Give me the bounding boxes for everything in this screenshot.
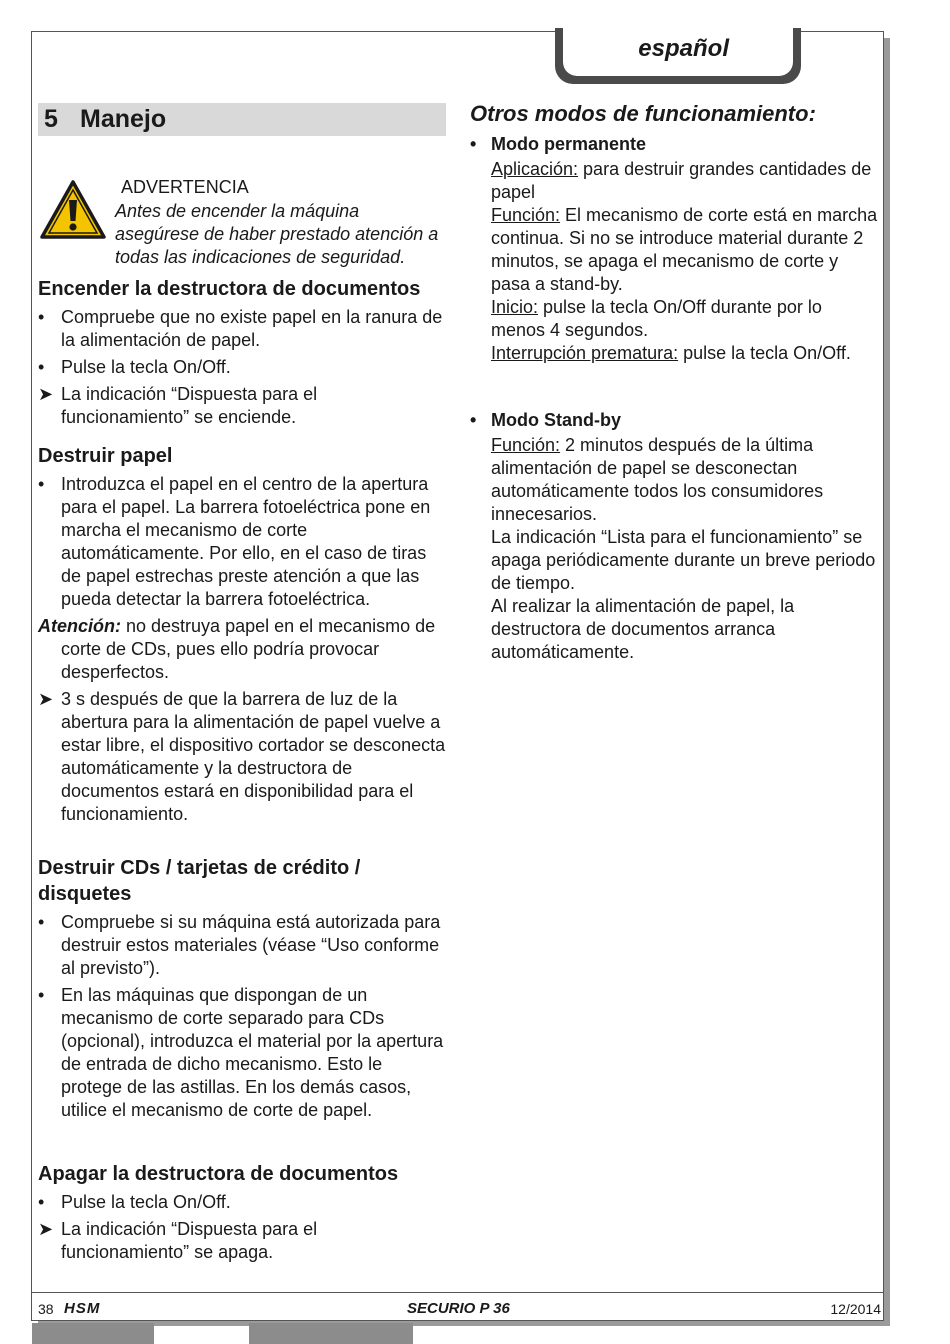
bottom-tab-left — [32, 1323, 154, 1344]
standby-mode — [470, 408, 880, 664]
bottom-tab-right — [249, 1323, 413, 1344]
section-title — [38, 103, 446, 136]
standby-mode-title: • Modo Stand-by — [470, 410, 621, 430]
permanent-mode — [470, 132, 880, 365]
warning-triangle-icon — [40, 180, 106, 240]
switch-on-heading: Encender la destructora de documentos — [38, 278, 421, 300]
list-item: • Introduzca el papel en el centro de la apertura para el papel. La barrera fotoeléctrica pone en marcha el mecanismo de corte automáticamente. Por ello, en el caso de tiras de papel estrechas preste atención a que las pueda detectar la barrera fotoeléctrica. — [38, 474, 431, 609]
shred-cds-section — [38, 855, 446, 1122]
list-item: • Compruebe si su máquina está autorizada para destruir estos materiales (véase “Uso conforme al previsto”). — [38, 912, 441, 978]
page-number: 38 — [38, 1301, 54, 1317]
attention-label: Atención: — [38, 616, 121, 636]
footer — [38, 1299, 881, 1319]
language-tab-label — [563, 28, 793, 76]
switch-off-section — [38, 1161, 446, 1264]
left-column — [38, 103, 446, 1262]
shred-cds-heading: Destruir CDs / tarjetas de crédito / disquetes — [38, 857, 361, 905]
list-item: • En las máquinas que dispongan de un mecanismo de corte separado para CDs (opcional), introduzca el material por la apertura de entrada de dicho mecanismo. Esto le protege de las astillas. En los demás casos, utilice el mecanismo de corte de papel. — [38, 985, 444, 1120]
footer-date: 12/2014 — [830, 1301, 881, 1317]
shred-paper-heading: Destruir papel — [38, 445, 173, 467]
list-item: ➤ 3 s después de que la barrera de luz de la abertura para la alimentación de papel vuelve a estar libre, el dispositivo cortador se desconecta automáticamente y la destructora de documentos estará en disponibilidad para el funcionamiento. — [38, 689, 446, 824]
permanent-mode-body: Aplicación: para destruir grandes cantidades de papel Función: El mecanismo de corte está en marcha continua. Si no se introduce material durante 2 minutos, se apaga el mecanismo de corte y pasa a stand-by. Inicio: pulse la tecla On/Off durante por lo menos 4 segundos. Interrupción prematura: pulse la tecla On/Off. — [491, 159, 878, 363]
warning-text: Antes de encender la máquina asegúrese de haber prestado atención a todas las indicaciones de seguridad. — [115, 201, 439, 267]
list-item: ➤ La indicación “Dispuesta para el funcionamiento” se apaga. — [38, 1219, 318, 1262]
list-item: • Pulse la tecla On/Off. — [38, 357, 231, 377]
section-number: 5 — [44, 105, 58, 133]
hsm-logo: HSM — [64, 1300, 101, 1317]
switch-on-section — [38, 276, 446, 429]
footer-divider — [32, 1292, 883, 1293]
list-item: • Compruebe que no existe papel en la ranura de la alimentación de papel. — [38, 307, 443, 350]
list-item: ➤ La indicación “Dispuesta para el funcionamiento” se enciende. — [38, 384, 318, 427]
right-column — [470, 100, 880, 662]
switch-off-heading: Apagar la destructora de documentos — [38, 1163, 399, 1185]
shred-paper-section — [38, 443, 446, 826]
attention-note: Atención: no destruya papel en el mecanismo de corte de CDs, pues ello podría provocar desperfectos. — [38, 616, 436, 682]
other-modes-heading: Otros modos de funcionamiento: — [470, 101, 816, 126]
standby-mode-body: Función: 2 minutos después de la última alimentación de papel se desconectan automáticamente todos los consumidores innecesarios. La indicación “Lista para el funcionamiento” se apaga periódicamente durante un breve periodo de tiempo. Al realizar la alimentación de papel, la destructora de documentos arranca automáticamente. — [491, 435, 876, 662]
model-name: SECURIO P 36 — [407, 1300, 510, 1317]
section-title-text: Manejo — [80, 105, 167, 133]
permanent-mode-title: • Modo permanente — [470, 134, 647, 154]
language-label: español — [638, 35, 729, 62]
list-item: • Pulse la tecla On/Off. — [38, 1192, 231, 1212]
warning-box — [38, 136, 446, 281]
warning-heading: ADVERTENCIA — [121, 177, 249, 197]
